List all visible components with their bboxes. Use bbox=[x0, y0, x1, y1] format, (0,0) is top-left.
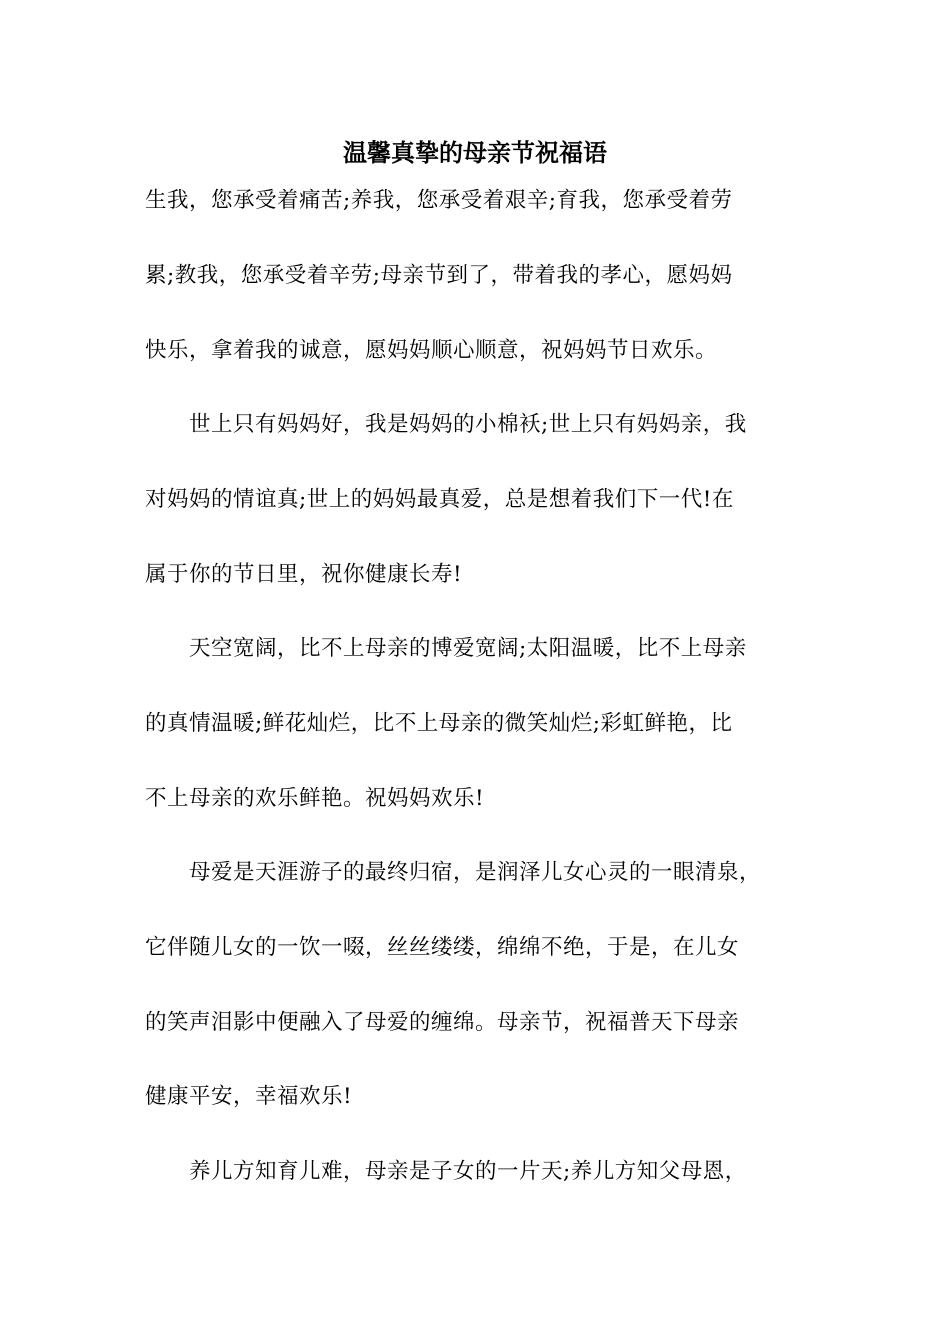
text-line: 天空宽阔，比不上母亲的博爱宽阔;太阳温暖，比不上母亲 bbox=[145, 636, 747, 661]
text-line: 的笑声泪影中便融入了母爱的缠绵。母亲节，祝福普天下母亲 bbox=[145, 1010, 740, 1035]
text-line: 属于你的节日里，祝你健康长寿! bbox=[145, 562, 463, 587]
text-line: 世上只有妈妈好，我是妈妈的小棉袄;世上只有妈妈亲，我 bbox=[145, 412, 747, 437]
text-line: 累;教我，您承受着辛劳;母亲节到了，带着我的孝心，愿妈妈 bbox=[145, 263, 733, 288]
text-line: 母爱是天涯游子的最终归宿，是润泽儿女心灵的一眼清泉， bbox=[145, 860, 762, 885]
text-line: 生我，您承受着痛苦;养我，您承受着艰辛;育我，您承受着劳 bbox=[145, 188, 733, 213]
text-line: 它伴随儿女的一饮一啜，丝丝缕缕，绵绵不绝，于是，在儿女 bbox=[145, 935, 740, 960]
text-line: 的真情温暖;鲜花灿烂，比不上母亲的微笑灿烂;彩虹鲜艳，比 bbox=[145, 711, 733, 736]
text-line: 不上母亲的欢乐鲜艳。祝妈妈欢乐! bbox=[145, 786, 485, 811]
text-line: 养儿方知育儿难，母亲是子女的一片天;养儿方知父母恩， bbox=[145, 1159, 747, 1184]
text-line: 对妈妈的情谊真;世上的妈妈最真爱，总是想着我们下一代!在 bbox=[145, 487, 734, 512]
text-line: 健康平安，幸福欢乐! bbox=[145, 1084, 353, 1109]
text-line: 快乐，拿着我的诚意，愿妈妈顺心顺意，祝妈妈节日欢乐。 bbox=[145, 338, 718, 363]
document-title: 温馨真挚的母亲节祝福语 bbox=[343, 138, 607, 167]
